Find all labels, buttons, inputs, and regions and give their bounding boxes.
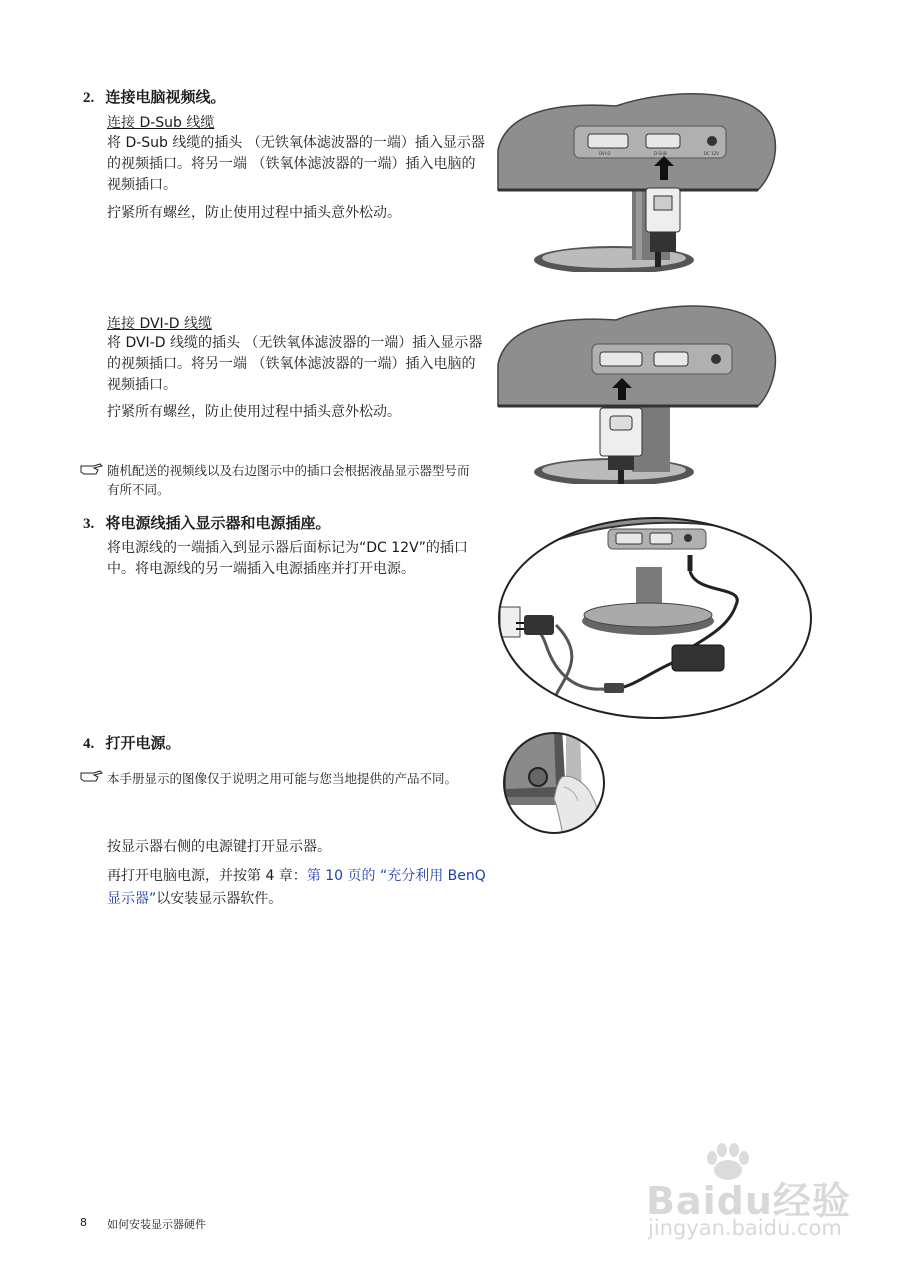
step4-number: 4.: [83, 736, 95, 752]
power-connection-figure: [496, 515, 814, 721]
watermark-brand: Baidu经验: [646, 1179, 851, 1223]
dsub-port-icon: [646, 134, 680, 148]
step3-title: 将电源线插入显示器和电源插座。: [105, 514, 331, 532]
dvi-instructions: 将 DVI-D 线缆的插头 （无铁氧体滤波器的一端）插入显示器的视频插口。将另一端 （铁氧体滤波器的一端）插入电脑的视频插口。: [107, 335, 483, 393]
dsub-connection-figure: [496, 92, 780, 272]
fig1-label-dvi: DVI-D: [599, 151, 611, 156]
dvi-port-icon: [600, 352, 642, 366]
dsub-instructions: 将 D-Sub 线缆的插头 （无铁氧体滤波器的一端）插入显示器的视频插口。将另一端 （铁氧体滤波器的一端）插入电脑的视频插口。: [107, 135, 485, 193]
step2-heading: [83, 86, 226, 107]
chapter-link[interactable]: 第 10 页的 “充分利用 BenQ 显示器”: [107, 868, 486, 907]
image-disclaimer-note: 本手册显示的图像仅于说明之用可能与您当地提供的产品不同。: [107, 771, 458, 786]
power-button-figure: [502, 727, 606, 839]
power-button-icon: [529, 768, 547, 786]
power-plug-icon: [524, 615, 554, 635]
install-software-suffix: 以安装显示器软件。: [156, 891, 283, 907]
install-software-prefix: 再打开电脑电源，并按第 4 章：: [107, 868, 307, 884]
dsub-port-icon: [650, 533, 672, 544]
step4-heading: [83, 732, 181, 753]
dvi-heading: 连接 DVI-D 线缆: [107, 316, 212, 332]
dvi-tighten-text: 拧紧所有螺丝，防止使用过程中插头意外松动。: [107, 404, 401, 420]
press-power-text: 按显示器右侧的电源键打开显示器。: [107, 839, 331, 855]
dsub-tighten-text: 拧紧所有螺丝，防止使用过程中插头意外松动。: [107, 205, 401, 221]
dsub-heading: 连接 D-Sub 线缆: [107, 115, 215, 131]
dvi-plug-icon: [600, 408, 642, 456]
dc-port-icon: [711, 354, 721, 364]
install-software-text: [107, 865, 493, 911]
step4-title: 打开电源。: [105, 734, 181, 752]
fig1-label-dsub: D-SUB: [654, 151, 667, 156]
pointing-hand-icon: [80, 462, 104, 476]
dc-port-icon: [707, 136, 717, 146]
power-instructions: 将电源线的一端插入到显示器后面标记为“DC 12V”的插口中。将电源线的另一端插入电源插座并打开电源。: [107, 540, 468, 577]
dvi-port-icon: [588, 134, 628, 148]
pointing-hand-icon: [80, 769, 104, 783]
video-cable-note: 随机配送的视频线以及右边图示中的插口会根据液晶显示器型号而有所不同。: [107, 463, 470, 497]
step3-number: 3.: [83, 516, 95, 532]
chapter-title: 如何安装显示器硬件: [107, 1218, 206, 1231]
fig1-label-dc: DC 12V: [704, 151, 719, 156]
step3-heading: [83, 512, 331, 533]
step2-title: 连接电脑视频线。: [105, 88, 226, 106]
step2-number: 2.: [83, 90, 95, 106]
dc-port-icon: [684, 534, 692, 542]
dvi-connection-figure: [496, 304, 780, 484]
power-adapter-icon: [672, 645, 724, 671]
dvi-port-icon: [616, 533, 642, 544]
dsub-port-icon: [654, 352, 688, 366]
page-number: 8: [80, 1216, 87, 1229]
watermark-url: jingyan.baidu.com: [648, 1216, 842, 1240]
